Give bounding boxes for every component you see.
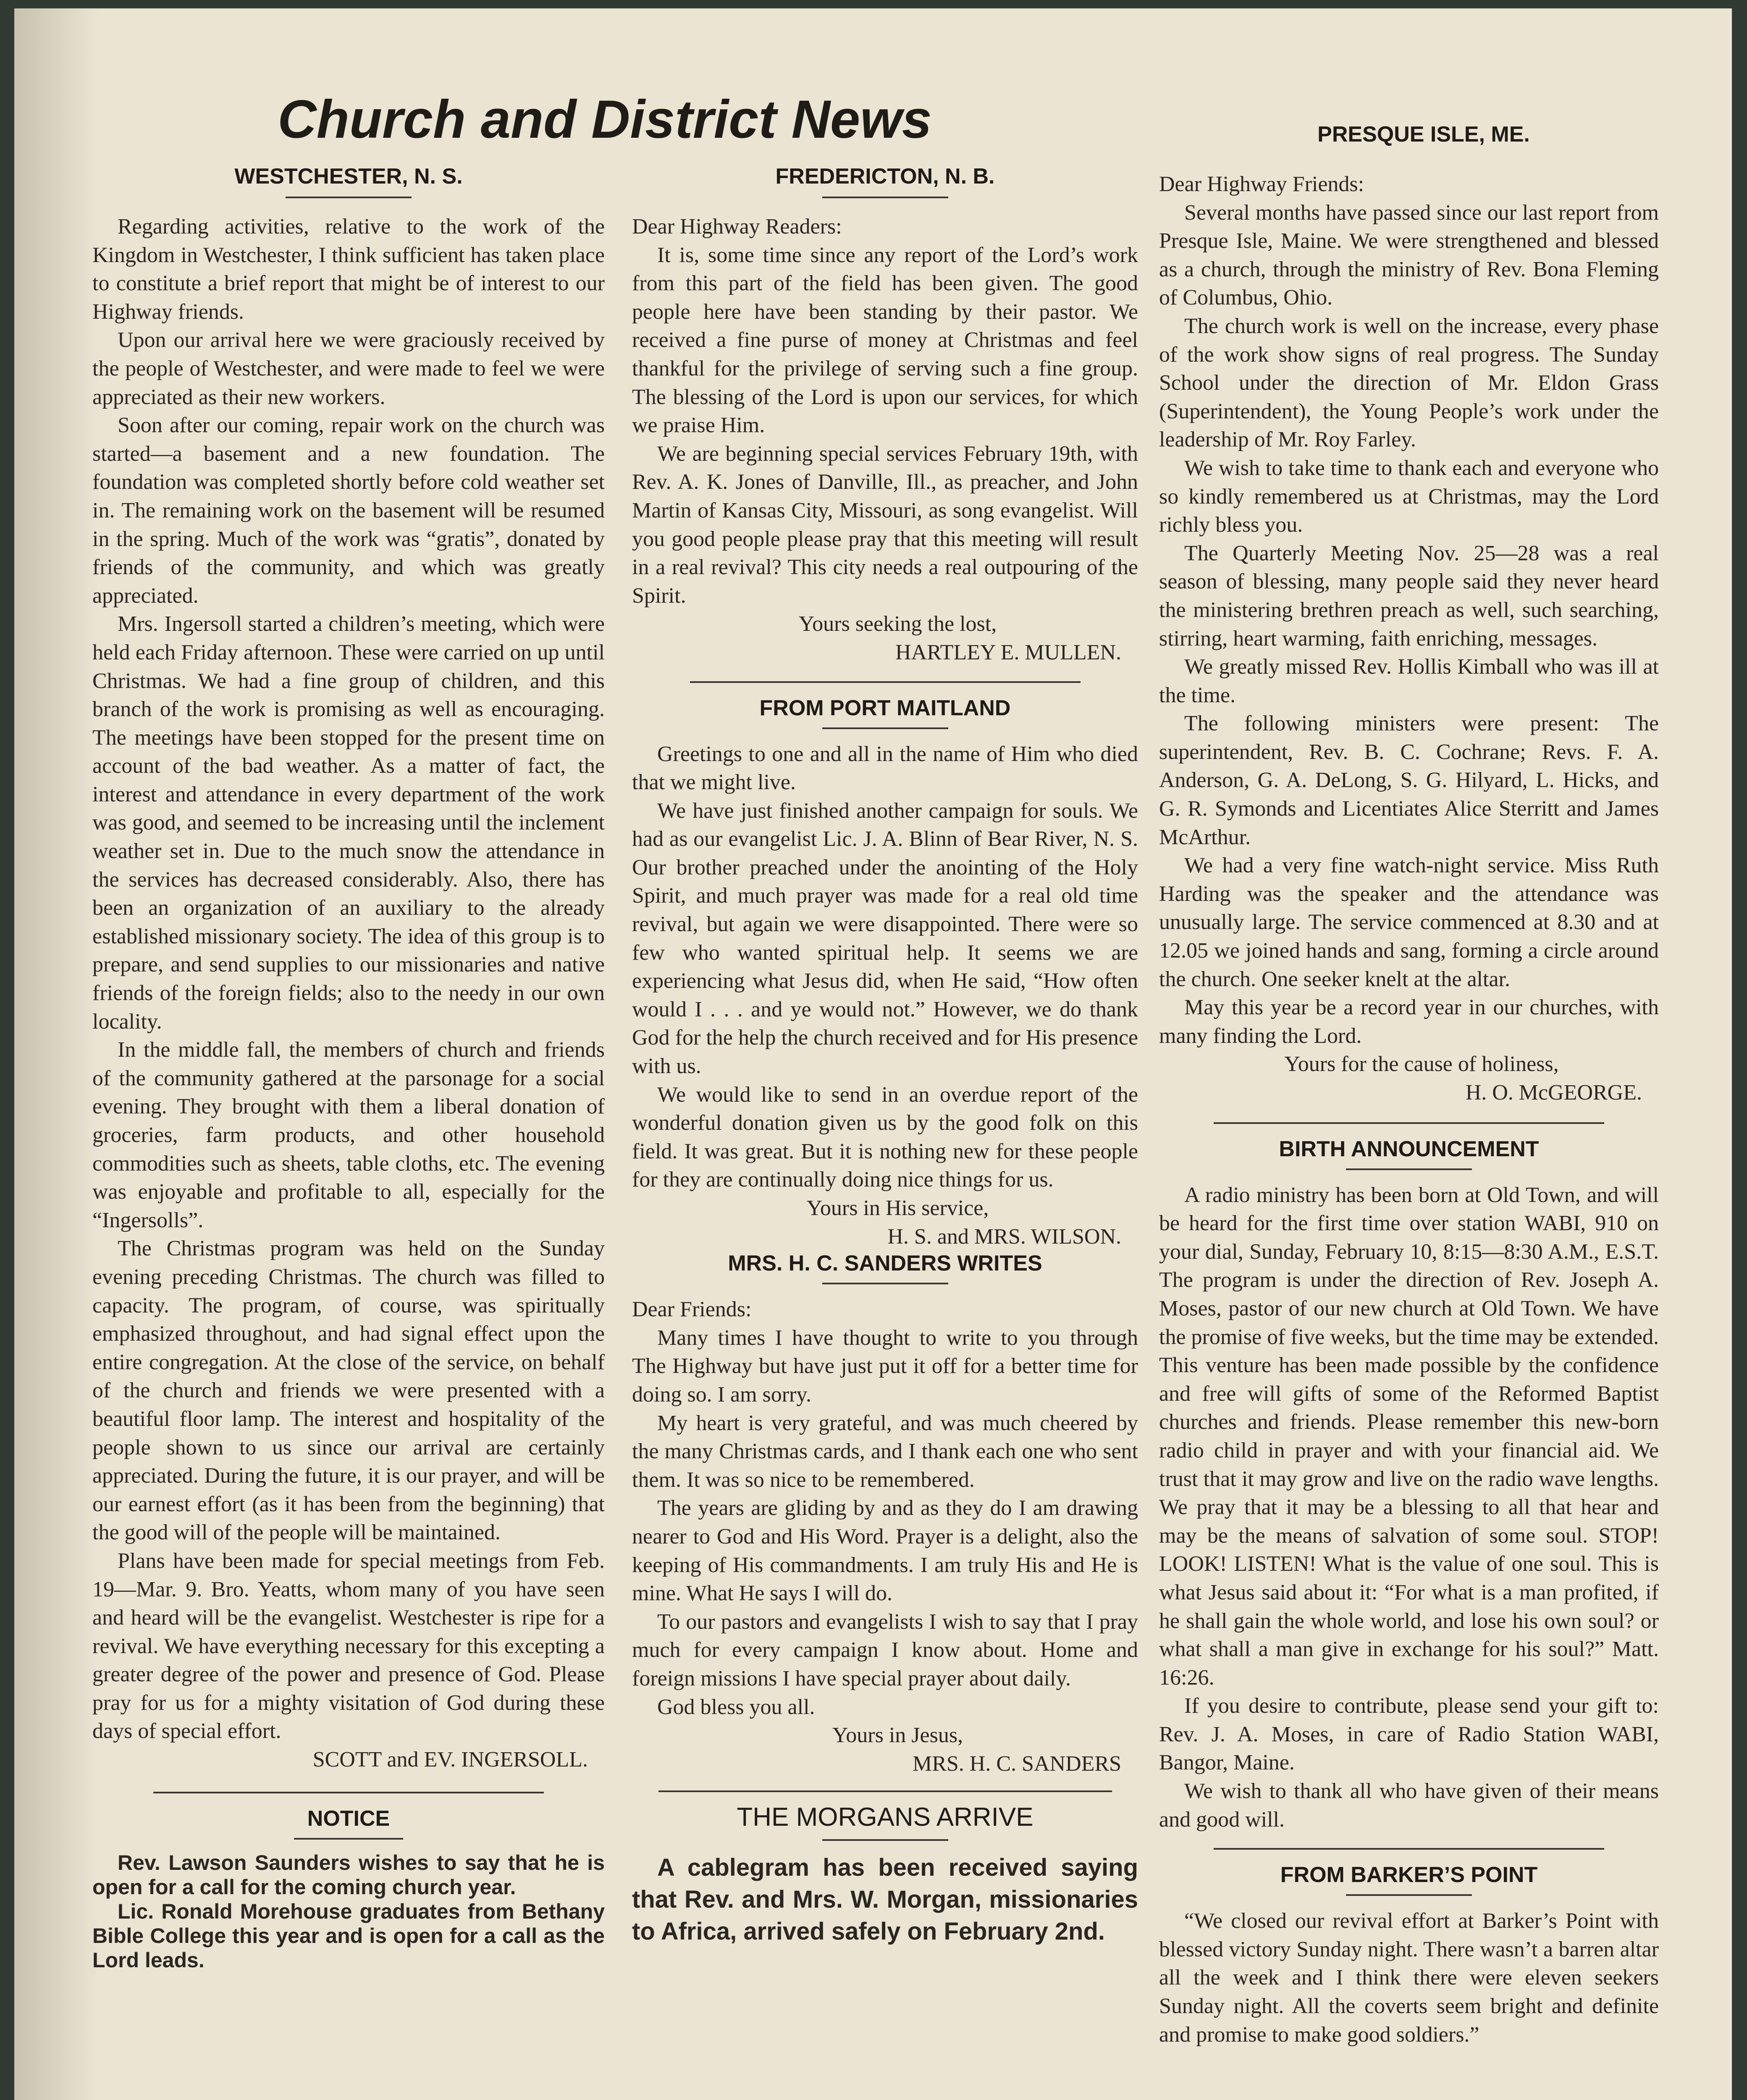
fredericton-heading: FREDERICTON, N. B. (775, 164, 995, 189)
section-divider (1214, 1848, 1604, 1850)
sanders-paragraph: To our pastors and evangelists I wish to say that I pray much for every campaign I know about. Home and foreign missions I have special prayer about daily. (632, 1609, 1138, 1690)
birth-announcement-paragraph: A radio ministry has been born at Old Town, and will be heard for the first time over station WABI, 910 on your dial, Sunday, February 10, 8:15—8:30 A.M., E.S.T. The program is under the direction of Rev. Joseph A. Moses, pastor of our new church at Old Town. We have the promise of five weeks, but the time may be extended. This venture has been made possible by the confidence and free will gifts of some of the Reformed Baptist churches and friends. Please remember this new-born radio child in prayer and with your financial aid. We trust that it may grow and live on the radio wave lengths. We pray that it may be a blessing to all that hear and may be the means of salvation of some soul. STOP! LOOK! LISTEN! What is the value of one soul. This is what Jesus said about it: “For what is a man profited, if he shall gain the whole world, and lose his own soul? or what shall a man give in exchange for his soul?” Matt. 16:26. (1159, 1183, 1659, 1690)
sanders-salutation: Dear Friends: (632, 1297, 752, 1322)
barkers-point-heading: FROM BARKER’S POINT (1280, 1863, 1538, 1887)
presque-isle-paragraph: The Quarterly Meeting Nov. 25—28 was a real season of blessing, many people said they never heard the ministering brethren preach as well, such searching, stirring, heart warming, faith enriching, messages. (1159, 541, 1659, 651)
fredericton-paragraph: We are beginning special services February 19th, with Rev. A. K. Jones of Danville, Ill., as preacher, and John Martin of Kansas City, Missouri, as song evangelist. Will you good people please pray that this meeting will result in a real revival? This city needs a real outpouring of the Spirit. (632, 441, 1138, 608)
masthead-title: Church and District News (278, 89, 932, 150)
heading-rule (822, 1839, 948, 1841)
heading-rule (294, 1838, 403, 1840)
sanders-paragraph: Many times I have thought to write to you through The Highway but have just put it off for a better time for doing so. I am sorry. (632, 1326, 1138, 1407)
fredericton-salutation: Dear Highway Readers: (632, 215, 842, 239)
westchester-paragraph: Soon after our coming, repair work on the church was started—a basement and a new foundation. The foundation was completed shortly before cold weather set in. The remaining work on the basement will be resumed in the spring. Much of the work was “gratis”, donated by friends of the community, and which was greatly appreciated. (92, 413, 605, 608)
column-fredericton (632, 164, 1138, 1948)
birth-announcement-paragraph: If you desire to contribute, please send your gift to: Rev. J. A. Moses, in care of Radio Station WABI, Bangor, Maine. (1159, 1694, 1659, 1775)
westchester-paragraph: Regarding activities, relative to the work of the Kingdom in Westchester, I think sufficient has taken place to constitute a brief report that might be of interest to our Highway friends. (92, 215, 605, 324)
birth-announcement-heading: BIRTH ANNOUNCEMENT (1279, 1137, 1539, 1161)
port-maitland-paragraph: We have just finished another campaign for souls. We had as our evangelist Lic. J. A. Blinn of Bear River, N. S. Our brother preached under the anointing of the Holy Spirit, and much prayer was made for a real old time revival, but again we were disappointed. There were so few who wanted spiritual help. It seems we are experiencing what Jesus did, when He said, “How often would I . . . and ye would not.” However, we do thank God for the help the church received and for His presence with us. (632, 798, 1138, 1079)
heading-rule (822, 1283, 948, 1284)
sanders-paragraph: The years are gliding by and as they do I am drawing nearer to God and His Word. Prayer is a delight, also the keeping of His commandments. I am truly His and He is mine. What He says I will do. (632, 1496, 1138, 1606)
presque-isle-paragraph: Several months have passed since our last report from Presque Isle, Maine. We were strengthened and blessed as a church, through the ministry of Rev. Bona Fleming of Columbus, Ohio. (1159, 200, 1659, 310)
notice-paragraph: Rev. Lawson Saunders wishes to say that he is open for a call for the coming church year. (92, 1851, 605, 1899)
column-westchester (92, 164, 605, 1972)
sanders-signature: MRS. H. C. SANDERS (912, 1751, 1121, 1776)
heading-rule (822, 727, 948, 729)
page-gutter-shadow (14, 8, 98, 2100)
section-divider (1214, 1122, 1604, 1124)
heading-rule (822, 197, 948, 198)
morgans-heading: THE MORGANS ARRIVE (737, 1803, 1034, 1832)
heading-rule (286, 197, 412, 198)
port-maitland-heading: FROM PORT MAITLAND (759, 696, 1011, 720)
presque-isle-paragraph: We had a very fine watch-night service. Miss Ruth Harding was the speaker and the attendance was unusually large. The service commenced at 8.30 and at 12.05 we joined hands and sang, forming a circle around the church. One seeker knelt at the altar. (1159, 853, 1659, 991)
westchester-paragraph: In the middle fall, the members of church and friends of the community gathered at the parsonage for a social evening. They brought with them a liberal donation of groceries, farm products, and other household commodities such as sheets, table cloths, etc. The evening was enjoyable and profitable to all, especially for the “Ingersolls”. (92, 1038, 605, 1232)
port-maitland-paragraph: Greetings to one and all in the name of Him who died that we might live. (632, 742, 1138, 795)
section-divider (153, 1792, 544, 1793)
westchester-paragraph: Mrs. Ingersoll started a children’s meeting, which were held each Friday afternoon. These were carried on up until Christmas. We had a fine group of children, and this branch of the work is promising as well as encouraging. The meetings have been stopped for the present time on account of the bad weather. As a matter of fact, the interest and attendance in every department of the work was good, and seemed to be increasing until the inclement weather set in. Due to the much snow the attendance in the services has decreased considerably. Also, there has been an organization of an auxiliary to the already established missionary society. The idea of this group is to prepare, and send supplies to our missionaries and native friends of the foreign fields; also to the needy in our own locality. (92, 612, 605, 1034)
presque-isle-signature: H. O. McGEORGE. (1465, 1081, 1642, 1105)
presque-isle-paragraph: The church work is well on the increase, every phase of the work show signs of real progress. The Sunday School under the direction of Mr. Eldon Grass (Superintendent), the Young People’s work under the leadership of Mr. Roy Farley. (1159, 314, 1659, 452)
westchester-paragraph: The Christmas program was held on the Sunday evening preceding Christmas. The church was filled to capacity. The program, of course, was spiritually emphasized throughout, and had signal effect upon the entire congregation. At the close of the service, on behalf of the church and friends we were presented with a beautiful floor lamp. The interest and hospitality of the people shown to us since our arrival are certainly appreciated. During the future, it is our prayer, and will be our earnest effort (as it has been from the beginning) that the good will of the people will be maintained. (92, 1236, 605, 1545)
westchester-signature: SCOTT and EV. INGERSOLL. (312, 1748, 588, 1772)
fredericton-paragraph: It is, some time since any report of the Lord’s work from this part of the field has been given. The good people here have been standing by their pastor. We received a fine purse of money at Christmas and feel thankful for the privilege of serving such a fine group. The blessing of the Lord is upon our services, for which we praise Him. (632, 243, 1138, 438)
sanders-paragraph: God bless you all. (657, 1695, 815, 1719)
port-maitland-signature: H. S. and MRS. WILSON. (887, 1224, 1121, 1249)
column-presque-isle (1159, 170, 1659, 2049)
fredericton-closing: Yours seeking the lost, (798, 612, 997, 636)
section-divider (690, 681, 1081, 683)
heading-rule (1346, 1894, 1472, 1896)
port-maitland-paragraph: We would like to send in an overdue report of the wonderful donation given us by the good folk on this field. It was great. But it is nothing new for these people for they are continually doing nice things for us. (632, 1082, 1138, 1192)
port-maitland-closing: Yours in His service, (806, 1196, 989, 1220)
heading-rule (1346, 1168, 1472, 1170)
presque-isle-heading: PRESQUE ISLE, ME. (1317, 122, 1530, 147)
presque-isle-paragraph: We greatly missed Rev. Hollis Kimball who was ill at the time. (1159, 655, 1659, 707)
sanders-heading: MRS. H. C. SANDERS WRITES (728, 1251, 1042, 1276)
section-divider (658, 1790, 1112, 1792)
barkers-point-text: “We closed our revival effort at Barker’s Point with blessed victory Sunday night. There wasn’t a barren altar all the week and I think there were eleven seekers Sunday night. All the coverts seem bright and definite and promise to make good soldiers.” (1159, 1909, 1659, 2047)
birth-announcement-paragraph: We wish to thank all who have given of their means and good will. (1159, 1779, 1659, 1832)
sanders-closing: Yours in Jesus, (832, 1723, 963, 1748)
notice-heading: NOTICE (307, 1806, 390, 1831)
notice-paragraph: Lic. Ronald Morehouse graduates from Bethany Bible College this year and is open for a call as the Lord leads. (92, 1899, 605, 1972)
presque-isle-paragraph: We wish to take time to thank each and everyone who so kindly remembered us at Christmas, may the Lord richly bless you. (1159, 456, 1659, 537)
westchester-paragraph: Plans have been made for special meetings from Feb. 19—Mar. 9. Bro. Yeatts, whom many of you have seen and heard will be the evangelist. Westchester is ripe for a revival. We have everything necessary for this excepting a greater degree of the power and presence of God. Please pray for us for a mighty visitation of God during these days of special effort. (92, 1549, 605, 1743)
presque-isle-salutation: Dear Highway Friends: (1159, 172, 1364, 196)
westchester-heading: WESTCHESTER, N. S. (234, 164, 463, 189)
presque-isle-closing: Yours for the cause of holiness, (1284, 1052, 1559, 1076)
fredericton-signature: HARTLEY E. MULLEN. (895, 640, 1121, 664)
westchester-paragraph: Upon our arrival here we were graciously received by the people of Westchester, and were made to feel we were appreciated as their new workers. (92, 328, 605, 409)
presque-isle-paragraph: May this year be a record year in our churches, with many finding the Lord. (1159, 995, 1659, 1048)
presque-isle-paragraph: The following ministers were present: The superintendent, Rev. B. C. Cochrane; Revs. F. A. Anderson, G. A. DeLong, S. G. Hilyard, L. Hicks, and G. R. Symonds and Licentiates Alice Sterritt and James McArthur. (1159, 711, 1659, 849)
sanders-paragraph: My heart is very grateful, and was much cheered by the many Christmas cards, and I thank each one who sent them. It was so nice to be remembered. (632, 1411, 1138, 1492)
morgans-text: A cablegram has been received saying that Rev. and Mrs. W. Morgan, missionaries to Africa, arrived safely on February 2nd. (632, 1854, 1138, 1945)
